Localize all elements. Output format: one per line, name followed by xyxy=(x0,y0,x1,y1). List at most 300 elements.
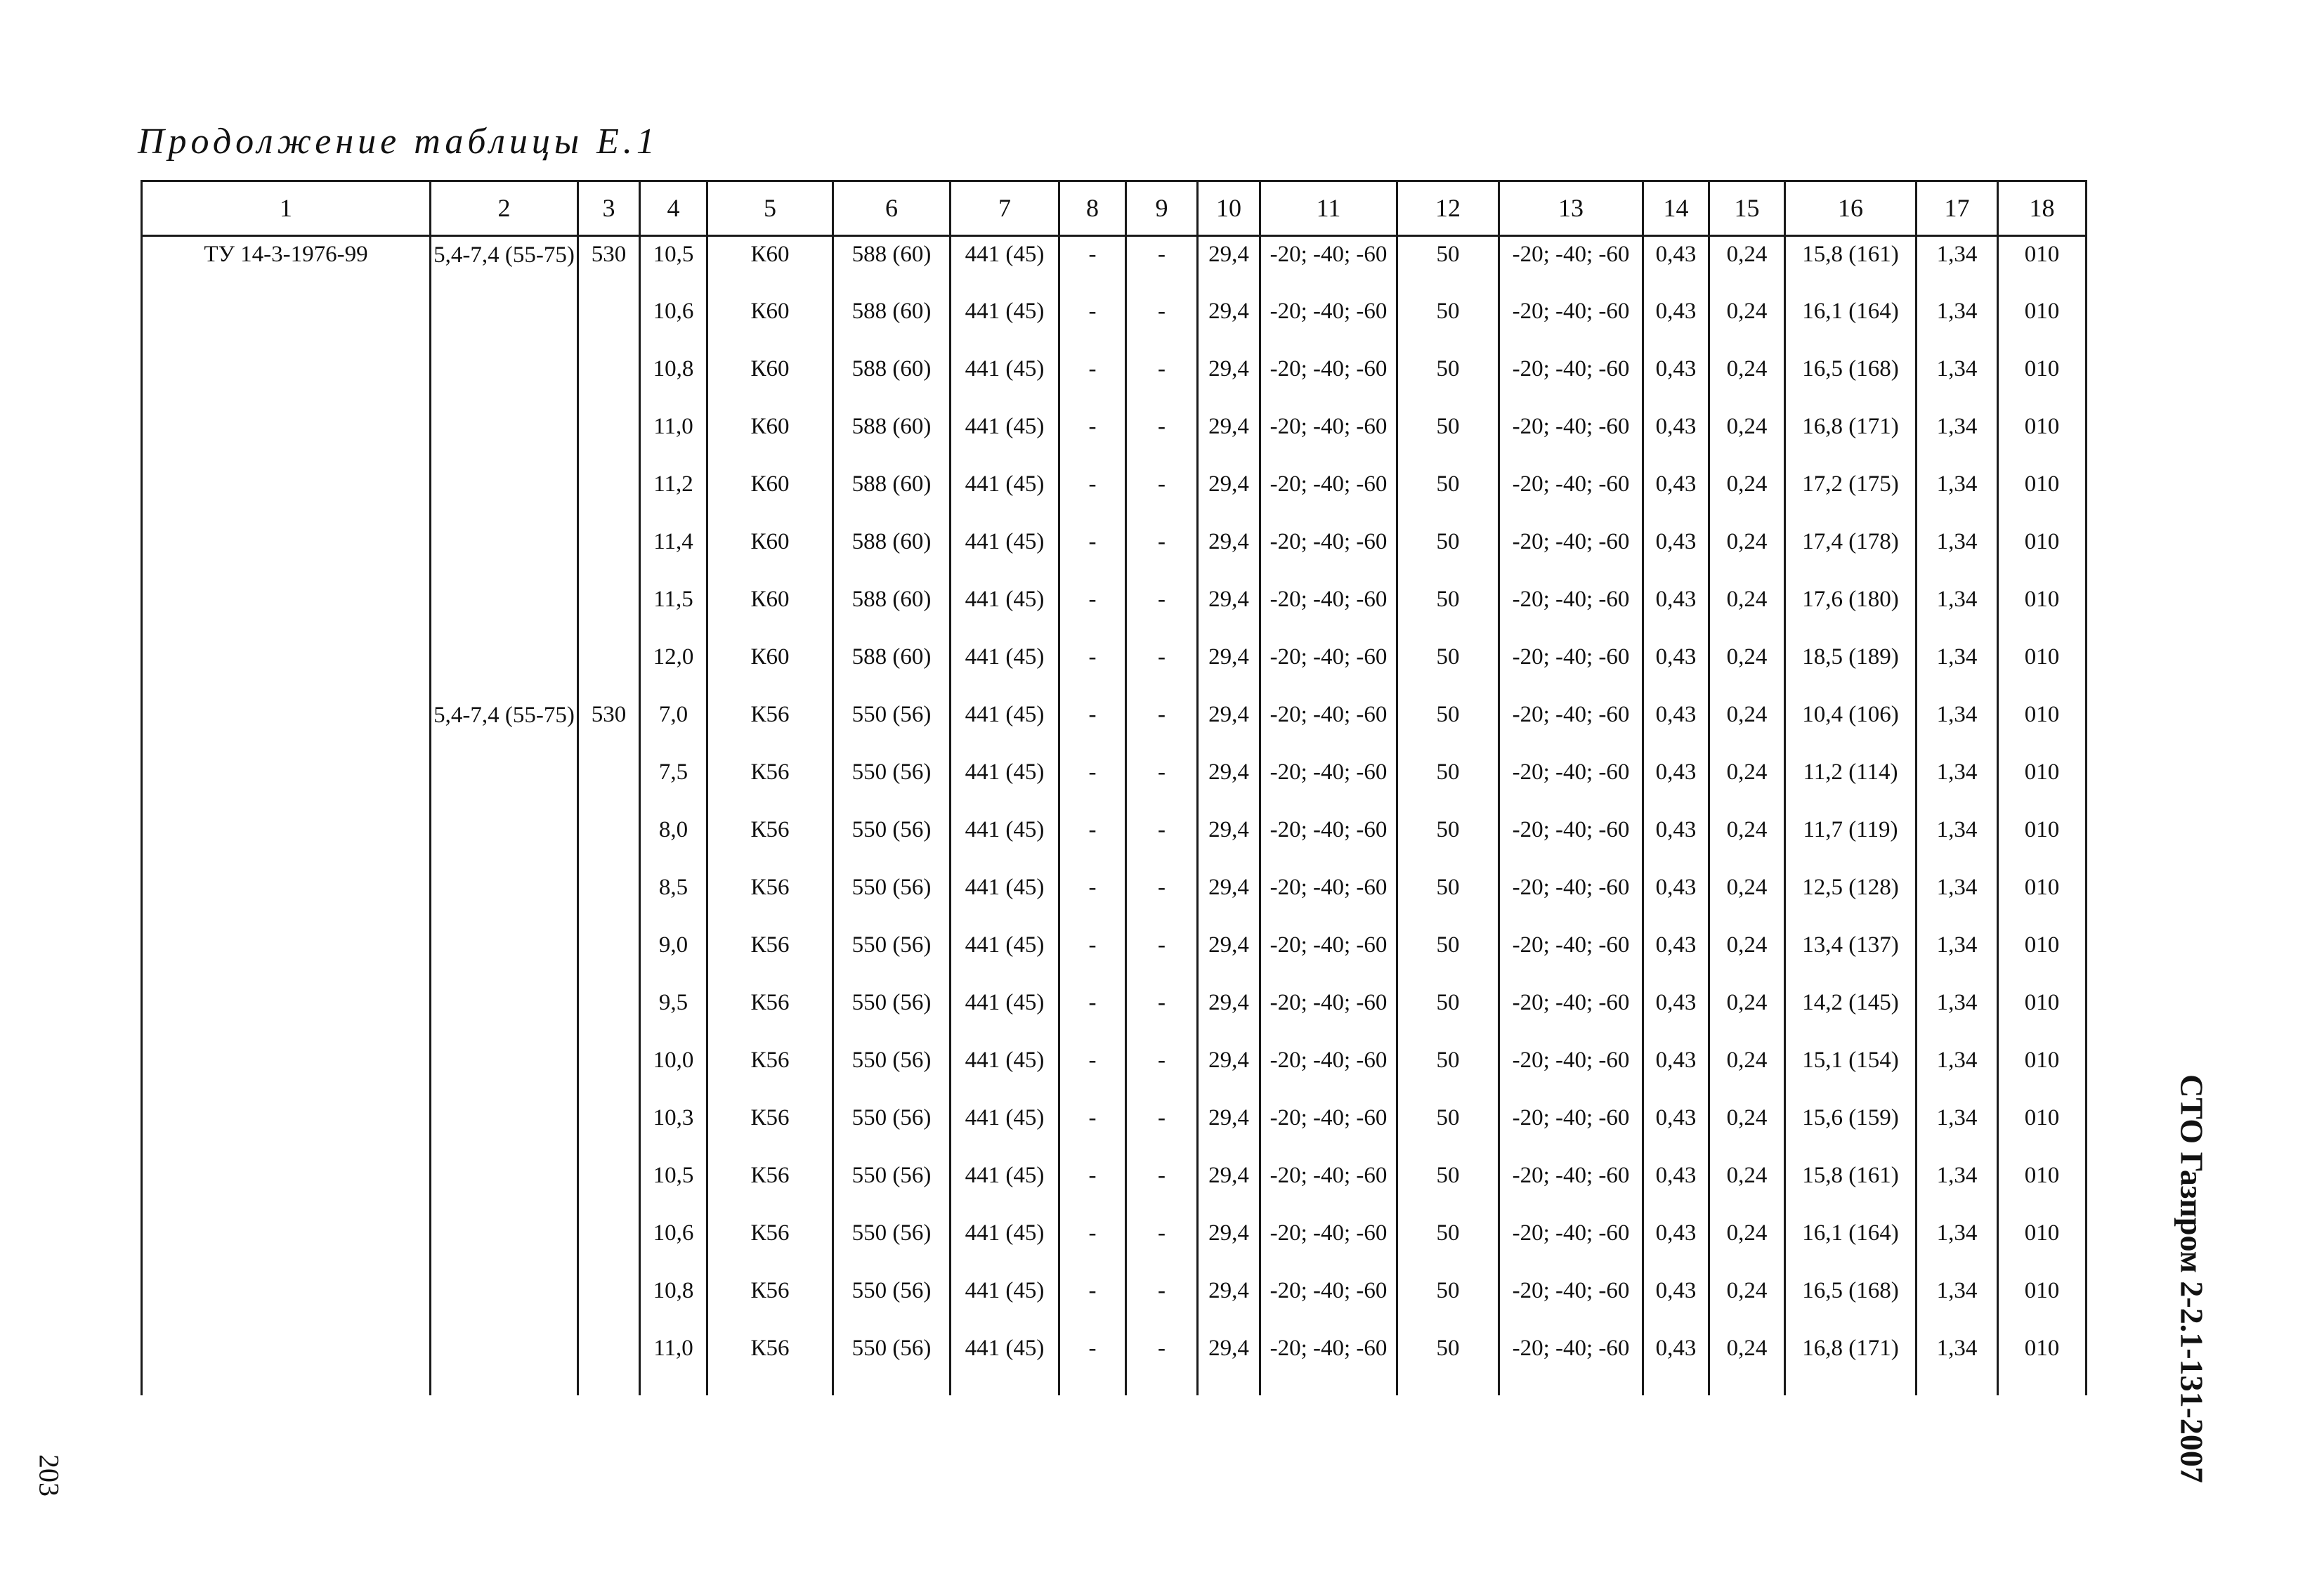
table-cell-col-13: -20; -40; -60 xyxy=(1499,985,1643,1043)
table-cell-col-16: 18,5 (189) xyxy=(1785,639,1917,697)
table-cell-col-3 xyxy=(578,409,640,467)
table-cell-col-5: К56 xyxy=(707,755,833,812)
table-cell-col-17: 1,34 xyxy=(1917,927,1998,985)
table-cell-col-7: 441 (45) xyxy=(951,639,1059,697)
table-cell-col-7: 441 (45) xyxy=(951,1273,1059,1331)
table-cell-col-5: К60 xyxy=(707,294,833,351)
table-body xyxy=(142,236,2087,1395)
table-cell-col-8: - xyxy=(1059,294,1126,351)
table-cell-col-4: 9,5 xyxy=(640,985,707,1043)
table-cell-col-9: - xyxy=(1126,697,1198,755)
table-cell-col-18: 010 xyxy=(1998,1158,2087,1215)
table-cell-col-3 xyxy=(578,1043,640,1100)
table-cell-col-11: -20; -40; -60 xyxy=(1260,582,1397,639)
table-cell-col-10: 29,4 xyxy=(1198,582,1260,639)
table-cell-col-9: - xyxy=(1126,467,1198,524)
table-cell-col-10: 29,4 xyxy=(1198,1331,1260,1395)
table-cell-col-10: 29,4 xyxy=(1198,524,1260,582)
document-code xyxy=(2171,1074,2213,1483)
column-number-12: 12 xyxy=(1397,181,1499,236)
table-cell-col-9: - xyxy=(1126,870,1198,927)
table-cell-col-17: 1,34 xyxy=(1917,1158,1998,1215)
table-cell-col-15: 0,24 xyxy=(1709,1043,1785,1100)
table-cell-col-15: 0,24 xyxy=(1709,294,1785,351)
table-cell-col-7: 441 (45) xyxy=(951,755,1059,812)
table-cell-col-18: 010 xyxy=(1998,1273,2087,1331)
table-cell-col-7: 441 (45) xyxy=(951,236,1059,294)
table-cell-col-11: -20; -40; -60 xyxy=(1260,697,1397,755)
table-cell-col-9: - xyxy=(1126,1273,1198,1331)
table-cell-col-4: 10,6 xyxy=(640,1215,707,1273)
table-cell-col-3 xyxy=(578,294,640,351)
header-row xyxy=(142,181,2087,236)
table-cell-col-15: 0,24 xyxy=(1709,697,1785,755)
table-cell-col-3 xyxy=(578,351,640,409)
table-cell-col-13: -20; -40; -60 xyxy=(1499,1331,1643,1395)
table-cell-col-1 xyxy=(142,1215,431,1273)
column-number-4: 4 xyxy=(640,181,707,236)
table-cell-col-8: - xyxy=(1059,812,1126,870)
table-cell-col-5: К60 xyxy=(707,639,833,697)
table-cell-col-8: - xyxy=(1059,985,1126,1043)
table-cell-col-12: 50 xyxy=(1397,524,1499,582)
table-cell-col-8: - xyxy=(1059,351,1126,409)
table-cell-col-2 xyxy=(431,1100,578,1158)
table-cell-col-11: -20; -40; -60 xyxy=(1260,1043,1397,1100)
page-number-text: 203 xyxy=(33,1454,65,1497)
table-cell-col-8: - xyxy=(1059,1158,1126,1215)
table-cell-col-12: 50 xyxy=(1397,1215,1499,1273)
table-cell-col-17: 1,34 xyxy=(1917,467,1998,524)
table-cell-col-1 xyxy=(142,1100,431,1158)
table-cell-col-15: 0,24 xyxy=(1709,1331,1785,1395)
table-cell-col-15: 0,24 xyxy=(1709,927,1785,985)
table-cell-col-7: 441 (45) xyxy=(951,294,1059,351)
table-cell-col-2 xyxy=(431,351,578,409)
table-cell-col-13: -20; -40; -60 xyxy=(1499,351,1643,409)
table-cell-col-2 xyxy=(431,524,578,582)
table-cell-col-10: 29,4 xyxy=(1198,1158,1260,1215)
table-cell-col-14: 0,43 xyxy=(1643,409,1709,467)
table-cell-col-16: 15,6 (159) xyxy=(1785,1100,1917,1158)
table-cell-col-18: 010 xyxy=(1998,870,2087,927)
table-cell-col-17: 1,34 xyxy=(1917,639,1998,697)
table-cell-col-14: 0,43 xyxy=(1643,351,1709,409)
table-cell-col-13: -20; -40; -60 xyxy=(1499,1158,1643,1215)
table-cell-col-1 xyxy=(142,409,431,467)
table-cell-col-8: - xyxy=(1059,927,1126,985)
table-cell-col-4: 10,0 xyxy=(640,1043,707,1100)
table-cell-col-6: 550 (56) xyxy=(833,985,951,1043)
table-cell-col-4: 7,0 xyxy=(640,697,707,755)
table-cell-col-13: -20; -40; -60 xyxy=(1499,755,1643,812)
table-cell-col-16: 16,5 (168) xyxy=(1785,351,1917,409)
table-cell-col-16: 17,6 (180) xyxy=(1785,582,1917,639)
table-cell-col-2 xyxy=(431,755,578,812)
table-cell-col-16: 16,8 (171) xyxy=(1785,1331,1917,1395)
column-number-18: 18 xyxy=(1998,181,2087,236)
table-cell-col-4: 7,5 xyxy=(640,755,707,812)
table-cell-col-13: -20; -40; -60 xyxy=(1499,697,1643,755)
table-cell-col-11: -20; -40; -60 xyxy=(1260,755,1397,812)
table-cell-col-9: - xyxy=(1126,755,1198,812)
table-cell-col-13: -20; -40; -60 xyxy=(1499,639,1643,697)
table-cell-col-12: 50 xyxy=(1397,409,1499,467)
table-cell-col-13: -20; -40; -60 xyxy=(1499,812,1643,870)
table-cell-col-17: 1,34 xyxy=(1917,1215,1998,1273)
table-cell-col-1 xyxy=(142,1158,431,1215)
table-cell-col-5: К60 xyxy=(707,351,833,409)
table-cell-col-7: 441 (45) xyxy=(951,524,1059,582)
table-row xyxy=(142,812,2087,870)
table-cell-col-13: -20; -40; -60 xyxy=(1499,524,1643,582)
column-number-17: 17 xyxy=(1917,181,1998,236)
table-cell-col-9: - xyxy=(1126,1100,1198,1158)
column-number-11: 11 xyxy=(1260,181,1397,236)
table-cell-col-8: - xyxy=(1059,1273,1126,1331)
table-cell-col-18: 010 xyxy=(1998,409,2087,467)
table-cell-col-12: 50 xyxy=(1397,1158,1499,1215)
table-cell-col-8: - xyxy=(1059,1215,1126,1273)
table-cell-col-16: 15,8 (161) xyxy=(1785,236,1917,294)
table-cell-col-5: К56 xyxy=(707,1043,833,1100)
table-cell-col-5: К60 xyxy=(707,524,833,582)
table-cell-col-12: 50 xyxy=(1397,1273,1499,1331)
table-cell-col-1 xyxy=(142,927,431,985)
table-cell-col-3 xyxy=(578,639,640,697)
table-cell-col-12: 50 xyxy=(1397,870,1499,927)
table-cell-col-17: 1,34 xyxy=(1917,1100,1998,1158)
table-cell-col-3 xyxy=(578,755,640,812)
table-cell-col-2 xyxy=(431,1215,578,1273)
table-cell-col-14: 0,43 xyxy=(1643,697,1709,755)
table-cell-col-12: 50 xyxy=(1397,351,1499,409)
table-cell-col-18: 010 xyxy=(1998,1331,2087,1395)
table-cell-col-10: 29,4 xyxy=(1198,236,1260,294)
table-cell-col-11: -20; -40; -60 xyxy=(1260,1273,1397,1331)
table-cell-col-9: - xyxy=(1126,582,1198,639)
table-cell-col-6: 550 (56) xyxy=(833,1100,951,1158)
table-cell-col-12: 50 xyxy=(1397,755,1499,812)
table-cell-col-10: 29,4 xyxy=(1198,927,1260,985)
table-cell-col-5: К56 xyxy=(707,1158,833,1215)
table-cell-col-10: 29,4 xyxy=(1198,409,1260,467)
table-cell-col-4: 11,0 xyxy=(640,1331,707,1395)
table-cell-col-9: - xyxy=(1126,812,1198,870)
table-cell-col-3 xyxy=(578,1273,640,1331)
table-cell-col-9: - xyxy=(1126,409,1198,467)
table-cell-col-13: -20; -40; -60 xyxy=(1499,236,1643,294)
table-cell-col-4: 10,6 xyxy=(640,294,707,351)
table-cell-col-2 xyxy=(431,639,578,697)
table-cell-col-5: К56 xyxy=(707,927,833,985)
table-cell-col-4: 11,2 xyxy=(640,467,707,524)
table-cell-col-17: 1,34 xyxy=(1917,985,1998,1043)
table-cell-col-6: 588 (60) xyxy=(833,409,951,467)
table-cell-col-9: - xyxy=(1126,985,1198,1043)
table-cell-col-9: - xyxy=(1126,1043,1198,1100)
table-cell-col-11: -20; -40; -60 xyxy=(1260,985,1397,1043)
table-cell-col-6: 588 (60) xyxy=(833,236,951,294)
table-cell-col-13: -20; -40; -60 xyxy=(1499,870,1643,927)
table-cell-col-16: 17,4 (178) xyxy=(1785,524,1917,582)
table-cell-col-11: -20; -40; -60 xyxy=(1260,524,1397,582)
table-cell-col-4: 8,5 xyxy=(640,870,707,927)
table-row xyxy=(142,236,2087,294)
table-cell-col-14: 0,43 xyxy=(1643,927,1709,985)
table-cell-col-6: 550 (56) xyxy=(833,812,951,870)
table-cell-col-6: 550 (56) xyxy=(833,927,951,985)
table-cell-col-18: 010 xyxy=(1998,1100,2087,1158)
table-cell-col-13: -20; -40; -60 xyxy=(1499,582,1643,639)
table-cell-col-15: 0,24 xyxy=(1709,1100,1785,1158)
column-number-14: 14 xyxy=(1643,181,1709,236)
table-cell-col-18: 010 xyxy=(1998,351,2087,409)
document-code-text: СТО Газпром 2-2.1-131-2007 xyxy=(2174,1074,2210,1483)
table-cell-col-1 xyxy=(142,755,431,812)
table-cell-col-15: 0,24 xyxy=(1709,1273,1785,1331)
table-cell-col-4: 11,0 xyxy=(640,409,707,467)
table-cell-col-12: 50 xyxy=(1397,294,1499,351)
table-cell-col-16: 15,1 (154) xyxy=(1785,1043,1917,1100)
table-cell-col-8: - xyxy=(1059,639,1126,697)
table-cell-col-9: - xyxy=(1126,236,1198,294)
table-cell-col-17: 1,34 xyxy=(1917,351,1998,409)
table-cell-col-12: 50 xyxy=(1397,1043,1499,1100)
table-cell-col-1 xyxy=(142,467,431,524)
table-cell-col-11: -20; -40; -60 xyxy=(1260,409,1397,467)
table-cell-col-5: К56 xyxy=(707,697,833,755)
table-cell-col-2 xyxy=(431,467,578,524)
data-table xyxy=(141,180,2087,1395)
table-cell-col-6: 550 (56) xyxy=(833,697,951,755)
table-cell-col-5: К56 xyxy=(707,812,833,870)
table-cell-col-16: 16,8 (171) xyxy=(1785,409,1917,467)
table-cell-col-9: - xyxy=(1126,1215,1198,1273)
table-cell-col-4: 10,8 xyxy=(640,1273,707,1331)
table-cell-col-10: 29,4 xyxy=(1198,1215,1260,1273)
column-number-1: 1 xyxy=(142,181,431,236)
table-cell-col-11: -20; -40; -60 xyxy=(1260,467,1397,524)
table-cell-col-8: - xyxy=(1059,870,1126,927)
table-cell-col-8: - xyxy=(1059,1043,1126,1100)
table-cell-col-16: 11,7 (119) xyxy=(1785,812,1917,870)
table-cell-col-9: - xyxy=(1126,639,1198,697)
table-cell-col-17: 1,34 xyxy=(1917,812,1998,870)
table-cell-col-7: 441 (45) xyxy=(951,582,1059,639)
table-cell-col-16: 16,1 (164) xyxy=(1785,294,1917,351)
table-cell-col-9: - xyxy=(1126,927,1198,985)
table-row xyxy=(142,1273,2087,1331)
table-cell-col-3 xyxy=(578,524,640,582)
table-cell-col-14: 0,43 xyxy=(1643,1331,1709,1395)
table-cell-col-14: 0,43 xyxy=(1643,1100,1709,1158)
table-row xyxy=(142,1043,2087,1100)
table-cell-col-7: 441 (45) xyxy=(951,985,1059,1043)
table-cell-col-9: - xyxy=(1126,351,1198,409)
table-cell-col-8: - xyxy=(1059,524,1126,582)
table-cell-col-15: 0,24 xyxy=(1709,409,1785,467)
table-cell-col-14: 0,43 xyxy=(1643,1043,1709,1100)
table-cell-col-11: -20; -40; -60 xyxy=(1260,812,1397,870)
table-cell-col-8: - xyxy=(1059,582,1126,639)
table-cell-col-14: 0,43 xyxy=(1643,1215,1709,1273)
table-cell-col-2 xyxy=(431,294,578,351)
table-cell-col-10: 29,4 xyxy=(1198,467,1260,524)
table-cell-col-2 xyxy=(431,870,578,927)
table-cell-col-16: 16,5 (168) xyxy=(1785,1273,1917,1331)
table-cell-col-3 xyxy=(578,870,640,927)
table-row xyxy=(142,294,2087,351)
table-cell-col-10: 29,4 xyxy=(1198,697,1260,755)
table-cell-col-15: 0,24 xyxy=(1709,1158,1785,1215)
table-cell-col-18: 010 xyxy=(1998,467,2087,524)
table-cell-col-6: 588 (60) xyxy=(833,524,951,582)
table-cell-col-15: 0,24 xyxy=(1709,985,1785,1043)
column-number-6: 6 xyxy=(833,181,951,236)
table-cell-col-15: 0,24 xyxy=(1709,639,1785,697)
table-cell-col-12: 50 xyxy=(1397,1331,1499,1395)
table-cell-col-1: ТУ 14-3-1976-99 xyxy=(142,236,431,294)
table-cell-col-5: К60 xyxy=(707,582,833,639)
table-cell-col-2 xyxy=(431,1043,578,1100)
table-cell-col-17: 1,34 xyxy=(1917,294,1998,351)
table-cell-col-7: 441 (45) xyxy=(951,409,1059,467)
table-cell-col-18: 010 xyxy=(1998,524,2087,582)
table-cell-col-3 xyxy=(578,467,640,524)
table-cell-col-11: -20; -40; -60 xyxy=(1260,236,1397,294)
table-cell-col-1 xyxy=(142,1331,431,1395)
column-number-2: 2 xyxy=(431,181,578,236)
table-cell-col-17: 1,34 xyxy=(1917,1043,1998,1100)
table-cell-col-14: 0,43 xyxy=(1643,870,1709,927)
table-cell-col-15: 0,24 xyxy=(1709,582,1785,639)
table-cell-col-14: 0,43 xyxy=(1643,582,1709,639)
table-cell-col-16: 10,4 (106) xyxy=(1785,697,1917,755)
table-cell-col-3 xyxy=(578,1215,640,1273)
table-cell-col-15: 0,24 xyxy=(1709,524,1785,582)
table-cell-col-4: 9,0 xyxy=(640,927,707,985)
table-cell-col-14: 0,43 xyxy=(1643,639,1709,697)
table-cell-col-16: 15,8 (161) xyxy=(1785,1158,1917,1215)
table-cell-col-9: - xyxy=(1126,524,1198,582)
table-cell-col-5: К60 xyxy=(707,467,833,524)
table-row xyxy=(142,755,2087,812)
table-cell-col-9: - xyxy=(1126,1331,1198,1395)
table-cell-col-18: 010 xyxy=(1998,294,2087,351)
table-cell-col-17: 1,34 xyxy=(1917,1273,1998,1331)
table-cell-col-17: 1,34 xyxy=(1917,582,1998,639)
table-cell-col-7: 441 (45) xyxy=(951,351,1059,409)
table-cell-col-17: 1,34 xyxy=(1917,870,1998,927)
table-cell-col-10: 29,4 xyxy=(1198,870,1260,927)
table-cell-col-16: 17,2 (175) xyxy=(1785,467,1917,524)
table-cell-col-13: -20; -40; -60 xyxy=(1499,294,1643,351)
table-cell-col-13: -20; -40; -60 xyxy=(1499,1215,1643,1273)
table-cell-col-15: 0,24 xyxy=(1709,467,1785,524)
table-cell-col-12: 50 xyxy=(1397,812,1499,870)
table-cell-col-6: 550 (56) xyxy=(833,1331,951,1395)
table-cell-col-5: К60 xyxy=(707,236,833,294)
table-cell-col-14: 0,43 xyxy=(1643,294,1709,351)
table-cell-col-4: 10,3 xyxy=(640,1100,707,1158)
table-row xyxy=(142,351,2087,409)
table-cell-col-7: 441 (45) xyxy=(951,812,1059,870)
table-row xyxy=(142,467,2087,524)
table-cell-col-18: 010 xyxy=(1998,812,2087,870)
table-cell-col-13: -20; -40; -60 xyxy=(1499,1100,1643,1158)
table-cell-col-13: -20; -40; -60 xyxy=(1499,1043,1643,1100)
table-cell-col-18: 010 xyxy=(1998,985,2087,1043)
table-cell-col-5: К56 xyxy=(707,1100,833,1158)
table-cell-col-12: 50 xyxy=(1397,236,1499,294)
table-cell-col-8: - xyxy=(1059,1100,1126,1158)
table-cell-col-16: 13,4 (137) xyxy=(1785,927,1917,985)
table-cell-col-2 xyxy=(431,409,578,467)
table-cell-col-13: -20; -40; -60 xyxy=(1499,409,1643,467)
table-cell-col-2 xyxy=(431,1273,578,1331)
table-cell-col-18: 010 xyxy=(1998,639,2087,697)
table-cell-col-10: 29,4 xyxy=(1198,1273,1260,1331)
table-cell-col-17: 1,34 xyxy=(1917,755,1998,812)
table-cell-col-2 xyxy=(431,927,578,985)
table-cell-col-1 xyxy=(142,294,431,351)
table-cell-col-2 xyxy=(431,812,578,870)
table-cell-col-14: 0,43 xyxy=(1643,985,1709,1043)
table-cell-col-11: -20; -40; -60 xyxy=(1260,1158,1397,1215)
table-cell-col-2 xyxy=(431,1331,578,1395)
table-cell-col-3: 530 xyxy=(578,697,640,755)
table-cell-col-3 xyxy=(578,1100,640,1158)
table-cell-col-6: 550 (56) xyxy=(833,1215,951,1273)
table-cell-col-6: 588 (60) xyxy=(833,351,951,409)
column-number-8: 8 xyxy=(1059,181,1126,236)
table-caption: Продолжение таблицы Е.1 xyxy=(138,122,659,162)
table-cell-col-12: 50 xyxy=(1397,927,1499,985)
table-cell-col-8: - xyxy=(1059,467,1126,524)
table-cell-col-1 xyxy=(142,351,431,409)
table-cell-col-13: -20; -40; -60 xyxy=(1499,927,1643,985)
table-cell-col-3 xyxy=(578,927,640,985)
table-cell-col-8: - xyxy=(1059,697,1126,755)
table-cell-col-17: 1,34 xyxy=(1917,1331,1998,1395)
column-number-5: 5 xyxy=(707,181,833,236)
table-cell-col-17: 1,34 xyxy=(1917,524,1998,582)
table-row xyxy=(142,524,2087,582)
table-cell-col-9: - xyxy=(1126,294,1198,351)
table-row xyxy=(142,1158,2087,1215)
table-cell-col-4: 10,5 xyxy=(640,1158,707,1215)
table-cell-col-18: 010 xyxy=(1998,755,2087,812)
table-cell-col-10: 29,4 xyxy=(1198,1043,1260,1100)
table-cell-col-6: 550 (56) xyxy=(833,870,951,927)
table-cell-col-5: К56 xyxy=(707,1331,833,1395)
table-cell-col-11: -20; -40; -60 xyxy=(1260,870,1397,927)
column-number-16: 16 xyxy=(1785,181,1917,236)
table-cell-col-11: -20; -40; -60 xyxy=(1260,639,1397,697)
table-row xyxy=(142,1215,2087,1273)
table-cell-col-11: -20; -40; -60 xyxy=(1260,1331,1397,1395)
table-cell-col-3 xyxy=(578,1158,640,1215)
table-cell-col-2 xyxy=(431,582,578,639)
column-number-15: 15 xyxy=(1709,181,1785,236)
table-row xyxy=(142,985,2087,1043)
table-cell-col-6: 588 (60) xyxy=(833,639,951,697)
table-cell-col-4: 11,5 xyxy=(640,582,707,639)
table-cell-col-10: 29,4 xyxy=(1198,1100,1260,1158)
table-row xyxy=(142,1331,2087,1395)
table-cell-col-18: 010 xyxy=(1998,1043,2087,1100)
